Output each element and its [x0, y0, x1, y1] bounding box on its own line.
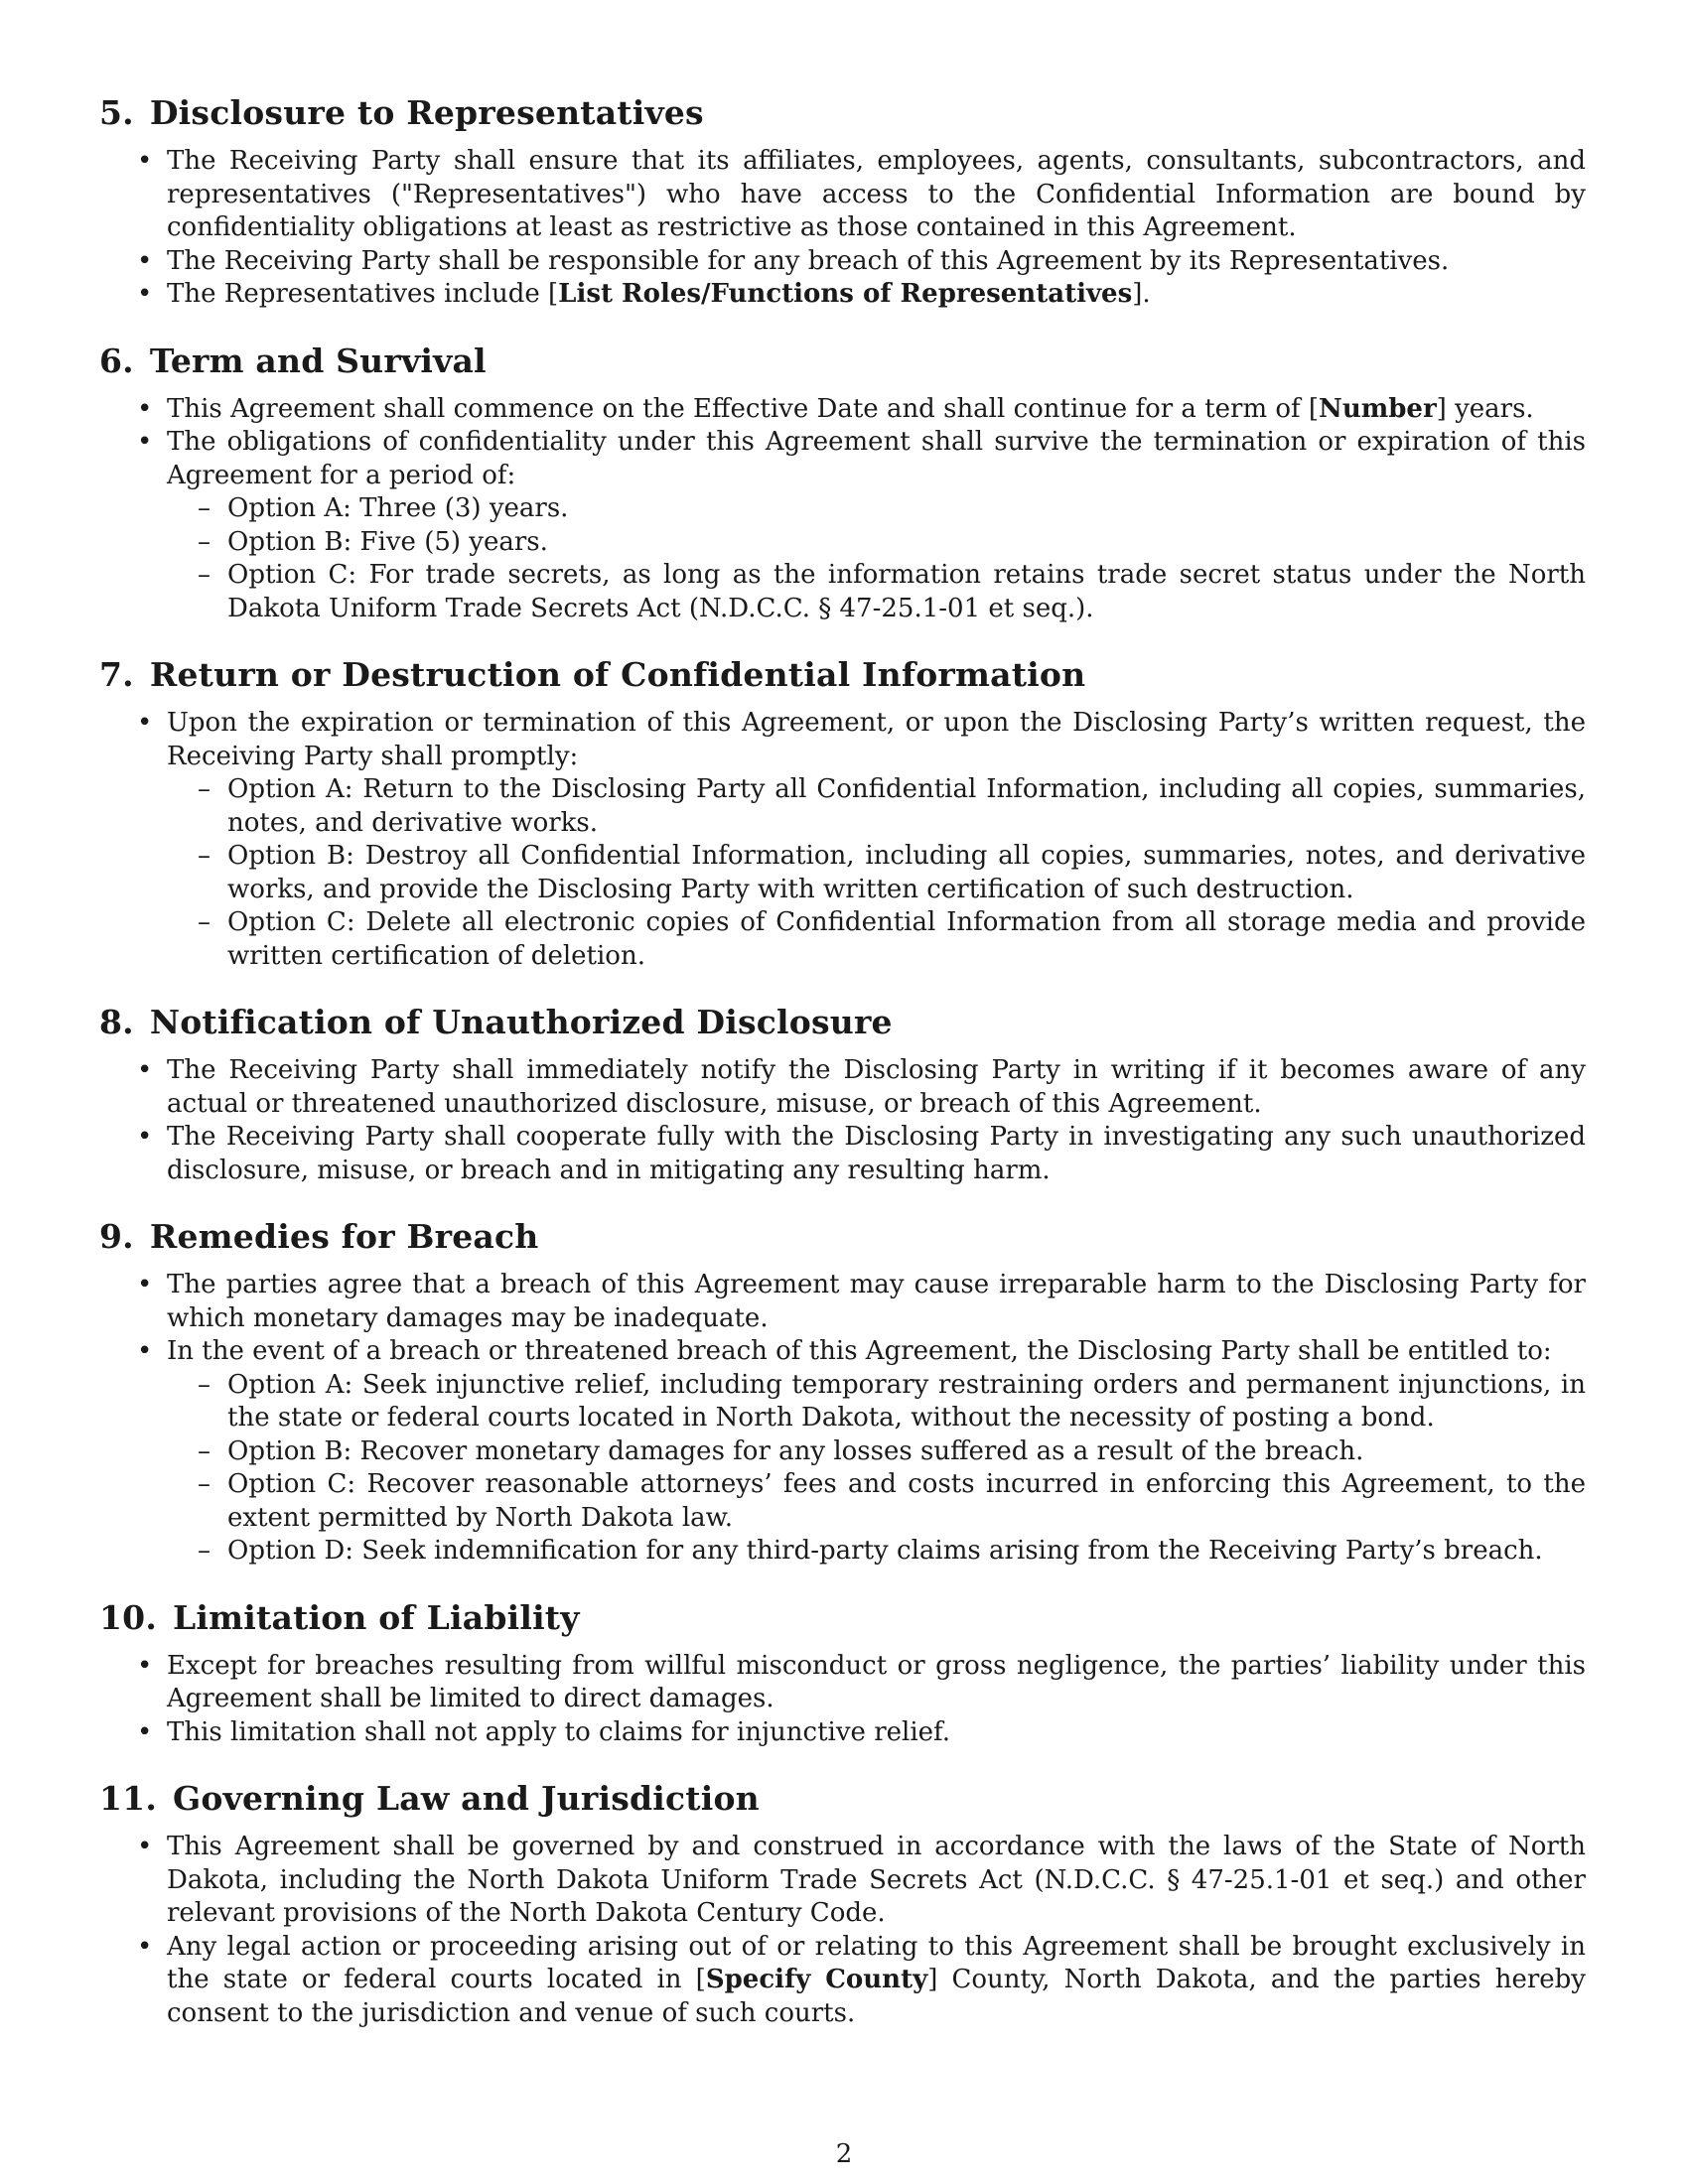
- section-heading: [99, 340, 1586, 383]
- section-return-or-destruction: [99, 653, 1586, 973]
- list-item: [167, 145, 1586, 245]
- list-item: [167, 1831, 1586, 1931]
- section-number: 11.: [99, 1779, 158, 1818]
- placeholder-field: Number: [1319, 393, 1437, 424]
- list-item: [167, 245, 1586, 279]
- item-text: The obligations of confidentiality under this Agreement shall survive the termination or expiration of this Agreement for a period of:: [167, 427, 1586, 490]
- section-governing-law-and-jurisdiction: [99, 1777, 1586, 2030]
- section-disclosure-to-representatives: [99, 91, 1586, 312]
- item-text: In the event of a breach or threatened breach of this Agreement, the Disclosing Party shall be entitled to:: [167, 1336, 1552, 1366]
- section-number: 6.: [99, 341, 134, 380]
- item-text: The Receiving Party shall immediately notify the Disclosing Party in writing if it becomes aware of any actual or threatened unauthorized disclosure, misuse, or breach of this Agreement.: [167, 1055, 1586, 1119]
- bullet-list: [99, 1650, 1586, 1750]
- section-number: 5.: [99, 93, 134, 132]
- list-item: [167, 1269, 1586, 1335]
- option-list: [167, 492, 1586, 625]
- section-number: 10.: [99, 1597, 158, 1637]
- item-text-prefix: The Representatives include [: [167, 279, 559, 309]
- option-item: – Option A: Seek injunctive relief, including temporary restraining orders and permanent injunctions, in the state or federal courts located in North Dakota, without the necessity of posting a bond.: [227, 1369, 1586, 1435]
- option-item: – Option A: Three (3) years.: [227, 492, 1586, 526]
- option-item: – Option A: Return to the Disclosing Party all Confidential Information, including all copies, summaries, notes, and derivative works.: [227, 773, 1586, 840]
- item-text: Upon the expiration or termination of this Agreement, or upon the Disclosing Party’s written request, the Receiving Party shall promptly:: [167, 708, 1586, 771]
- option-item: – Option B: Five (5) years.: [227, 526, 1586, 560]
- bullet-list: [99, 1269, 1586, 1569]
- item-text: The Receiving Party shall ensure that its affiliates, employees, agents, consultants, subcontractors, and representatives ("Representatives") who have access to the Confidential Information are bound by confidentiality obligations at least as restrictive as those contained in this Agreement.: [167, 146, 1586, 242]
- item-text: The parties agree that a breach of this Agreement may cause irreparable harm to the Disclosing Party for which monetary damages may be inadequate.: [167, 1270, 1586, 1333]
- item-text-prefix: Any legal action or proceeding arising out of or relating to this Agreement shall be brought exclusively in the state or federal courts located in [: [167, 1931, 1586, 1994]
- option-item: – Option B: Destroy all Confidential Information, including all copies, summaries, notes, and derivative works, and provide the Disclosing Party with written certification of such destruction.: [227, 840, 1586, 906]
- item-text-prefix: This Agreement shall commence on the Effective Date and shall continue for a term of [: [167, 393, 1320, 424]
- bullet-list: [99, 1831, 1586, 2030]
- section-heading: [99, 1001, 1586, 1044]
- option-item: – Option C: Delete all electronic copies of Confidential Information from all storage media and provide written certification of deletion.: [227, 906, 1586, 973]
- section-title: Remedies for Breach: [149, 1217, 539, 1256]
- list-item: [167, 707, 1586, 973]
- option-item: – Option D: Seek indemnification for any third-party claims arising from the Receiving Party’s breach.: [227, 1535, 1586, 1569]
- list-item: [167, 1931, 1586, 2031]
- placeholder-field: List Roles/Functions of Representatives: [558, 279, 1133, 309]
- item-text-suffix: ] County, North Dakota, and the parties hereby consent to the jurisdiction and venue of such courts.: [167, 1965, 1586, 2028]
- option-item: – Option C: Recover reasonable attorneys’ fees and costs incurred in enforcing this Agreement, to the extent permitted by North Dakota law.: [227, 1468, 1586, 1535]
- item-text: Except for breaches resulting from willful misconduct or gross negligence, the parties’ liability under this Agreement shall be limited to direct damages.: [167, 1650, 1586, 1713]
- section-heading: [99, 1596, 1586, 1640]
- bullet-list: [99, 707, 1586, 973]
- option-list: [167, 1369, 1586, 1569]
- page-number: 2: [835, 2139, 853, 2169]
- list-item: [167, 1650, 1586, 1716]
- section-title: Governing Law and Jurisdiction: [173, 1779, 760, 1818]
- list-item: [167, 1054, 1586, 1121]
- option-item: – Option C: For trade secrets, as long as the information retains trade secret status under the North Dakota Uniform Trade Secrets Act (N.D.C.C. § 47-25.1-01 et seq.).: [227, 559, 1586, 625]
- section-heading: [99, 1777, 1586, 1821]
- bullet-list: [99, 393, 1586, 626]
- list-item: [167, 393, 1586, 427]
- section-limitation-of-liability: [99, 1596, 1586, 1750]
- list-item: [167, 1121, 1586, 1187]
- item-text: This Agreement shall be governed by and construed in accordance with the laws of the State of North Dakota, including the North Dakota Uniform Trade Secrets Act (N.D.C.C. § 47-25.1-01 et seq.) and other relevant provisions of the North Dakota Century Code.: [167, 1832, 1586, 1928]
- list-item: [167, 278, 1586, 312]
- section-notification-of-unauthorized-disclosure: [99, 1001, 1586, 1187]
- section-title: Limitation of Liability: [173, 1597, 580, 1637]
- section-heading: [99, 653, 1586, 697]
- item-text-suffix: ].: [1132, 279, 1151, 309]
- item-text: This limitation shall not apply to claims for injunctive relief.: [167, 1716, 951, 1747]
- list-item: [167, 1716, 1586, 1750]
- item-text: The Receiving Party shall be responsible for any breach of this Agreement by its Representatives.: [167, 245, 1450, 276]
- section-title: Term and Survival: [149, 341, 487, 380]
- bullet-list: [99, 1054, 1586, 1187]
- bullet-list: [99, 145, 1586, 312]
- section-heading: [99, 91, 1586, 135]
- list-item: [167, 1335, 1586, 1569]
- section-number: 9.: [99, 1217, 134, 1256]
- list-item: [167, 426, 1586, 625]
- section-title: Return or Destruction of Confidential Information: [149, 655, 1086, 694]
- item-text: The Receiving Party shall cooperate fully with the Disclosing Party in investigating any such unauthorized disclosure, misuse, or breach and in mitigating any resulting harm.: [167, 1122, 1586, 1185]
- section-remedies-for-breach: [99, 1215, 1586, 1569]
- placeholder-field: Specify County: [705, 1965, 928, 1994]
- section-heading: [99, 1215, 1586, 1259]
- section-term-and-survival: [99, 340, 1586, 626]
- section-title: Disclosure to Representatives: [149, 93, 704, 132]
- option-list: [167, 773, 1586, 973]
- section-number: 8.: [99, 1003, 134, 1041]
- option-item: – Option B: Recover monetary damages for any losses suffered as a result of the breach.: [227, 1435, 1586, 1469]
- item-text-suffix: ] years.: [1436, 393, 1534, 424]
- section-number: 7.: [99, 655, 134, 694]
- section-title: Notification of Unauthorized Disclosure: [149, 1003, 893, 1041]
